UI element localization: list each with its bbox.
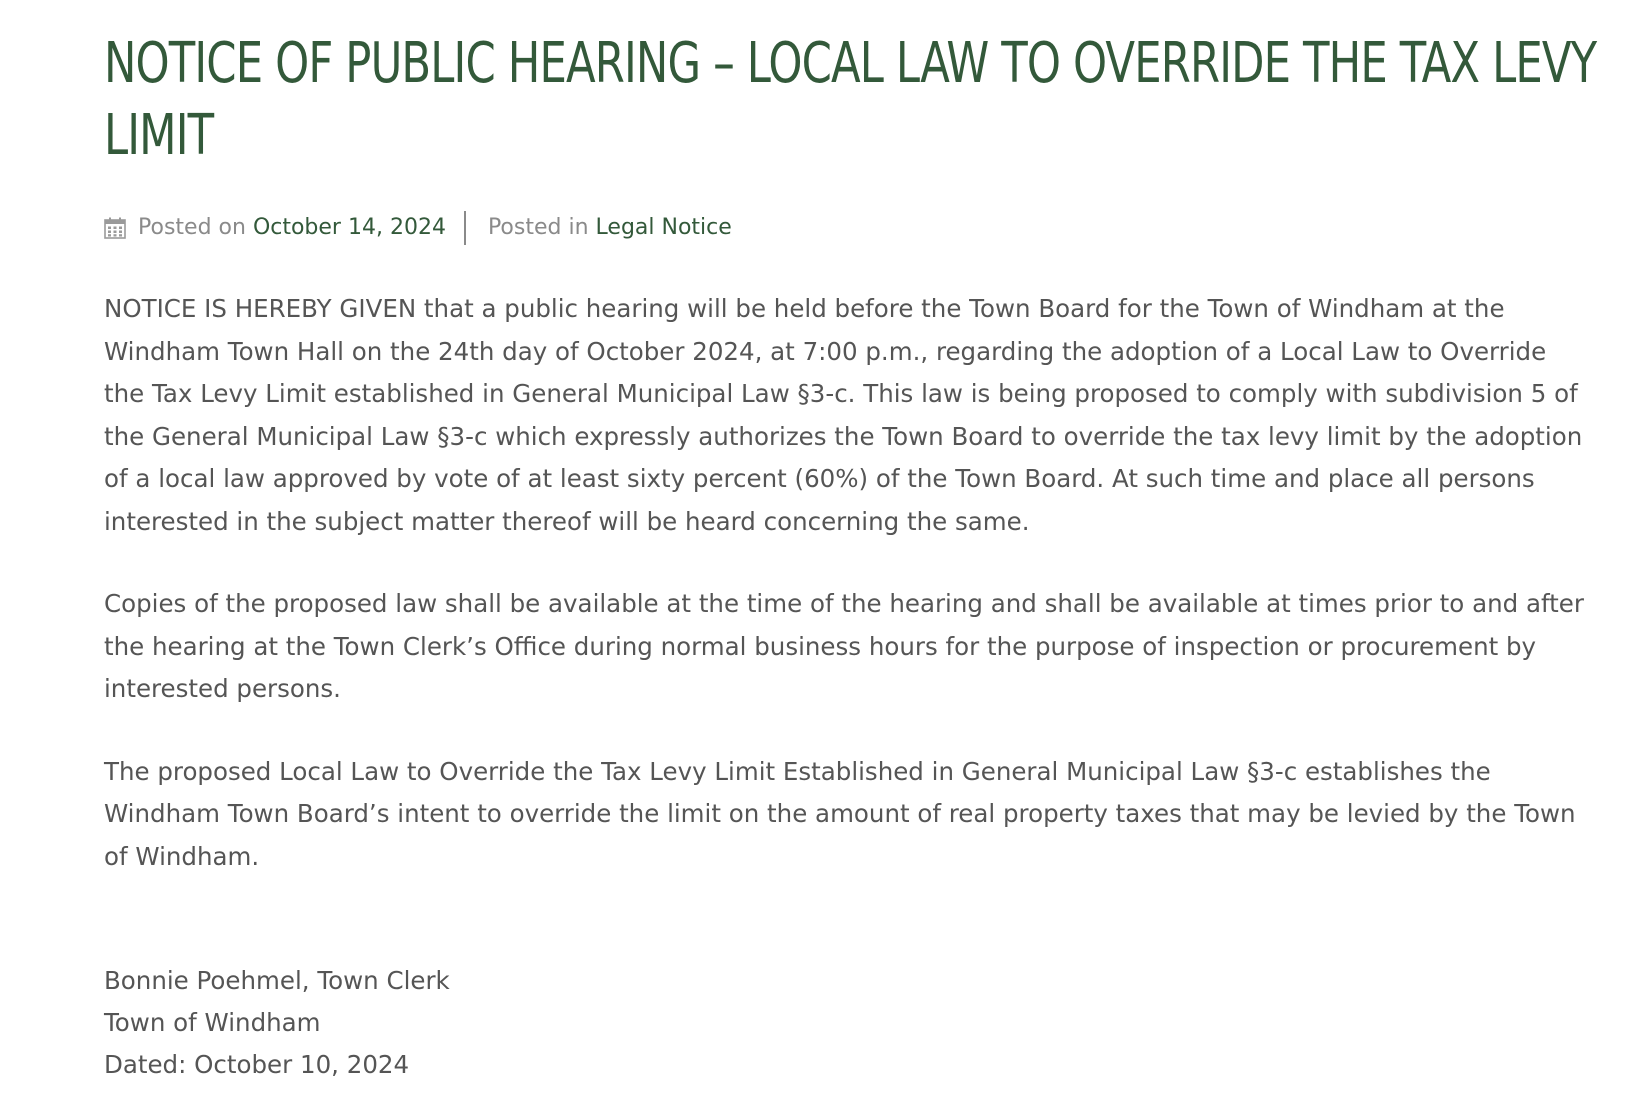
article [104, 28, 1597, 1086]
signature-block [104, 960, 1584, 1086]
page-title: NOTICE OF PUBLIC HEARING – LOCAL LAW TO OVERRIDE THE TAX LEVY LIMIT [104, 31, 1597, 168]
paragraph-notice: NOTICE IS HEREBY GIVEN that a public hearing will be held before the Town Board for the Town of Windham at the Windham Town Hall on the 24th day of October 2024, at 7:00 p.m., regarding the adoption of a Local Law to Override the Tax Levy Limit established in General Municipal Law §3-c. This law is being proposed to comply with subdivision 5 of the General Municipal Law §3-c which expressly authorizes the Town Board to override the tax levy limit by the adoption of a local law approved by vote of at least sixty percent (60%) of the Town Board. At such time and place all persons interested in the subject matter thereof will be heard concerning the same. [104, 294, 1583, 536]
calendar-icon [104, 217, 126, 239]
posted-in-label: Posted in [487, 215, 589, 240]
post-date-link[interactable]: October 14, 2024 [252, 215, 446, 240]
meta-divider [464, 211, 466, 245]
posted-on-label: Posted on [138, 215, 246, 240]
signature-name: Bonnie Poehmel, Town Clerk [104, 966, 450, 995]
paragraph-copies: Copies of the proposed law shall be available at the time of the hearing and shall be available at times prior to and after the hearing at the Town Clerk’s Office during normal business hours for the purpose of inspection or procurement by interested persons. [104, 589, 1584, 703]
post-meta [104, 208, 1584, 248]
paragraph-proposed-law: The proposed Local Law to Override the Tax Levy Limit Established in General Municipal Law §3-c establishes the Windham Town Board’s intent to override the limit on the amount of real property taxes that may be levied by the Town of Windham. [104, 756, 1576, 871]
category-link[interactable]: Legal Notice [595, 215, 732, 240]
signature-organization: Town of Windham [104, 1008, 321, 1037]
signature-dated: Dated: October 10, 2024 [104, 1050, 410, 1079]
article-body [104, 288, 1584, 878]
